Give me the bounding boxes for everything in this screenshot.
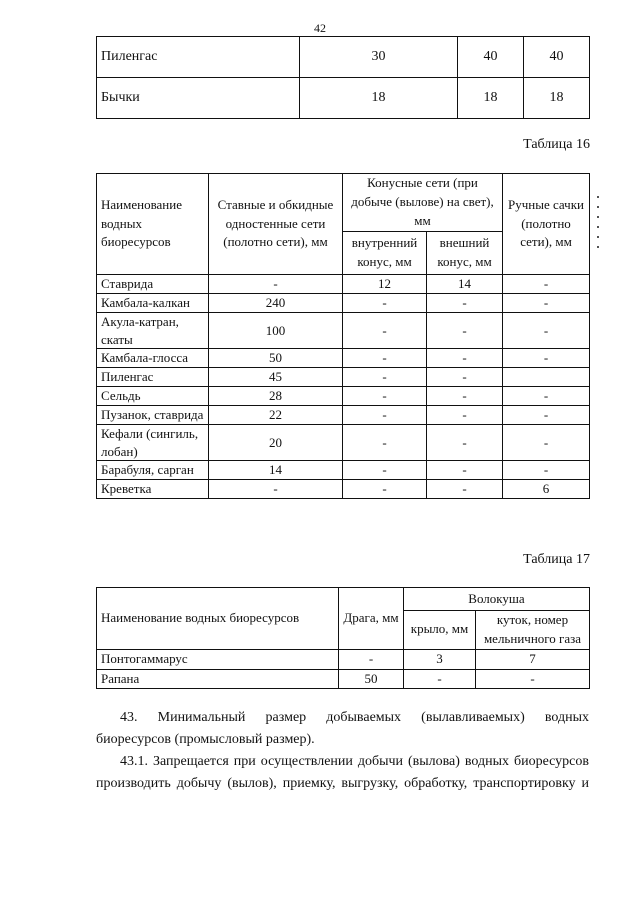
cell-value: -: [503, 425, 590, 461]
cell-value: -: [503, 313, 590, 349]
cell-value: 28: [209, 387, 343, 406]
row-name: Барабуля, сарган: [97, 461, 209, 480]
cell-value: -: [209, 480, 343, 499]
cell-value: -: [503, 406, 590, 425]
cell-value: -: [343, 425, 427, 461]
cell-value: -: [503, 387, 590, 406]
table-row: [97, 669, 590, 689]
table-row: [97, 406, 590, 425]
paragraph-431-line1: 43.1. Запрещается при осуществлении добычи (вылова) водных биоресурсов: [120, 754, 589, 769]
cell-value: 20: [209, 425, 343, 461]
table17-caption: Таблица 17: [523, 552, 590, 567]
table16-caption: Таблица 16: [523, 137, 590, 152]
paragraph-43-line2: биоресурсов (промысловый размер).: [96, 732, 315, 747]
cell-value: 14: [427, 275, 503, 294]
cell-value: 12: [343, 275, 427, 294]
cell-value: 240: [209, 294, 343, 313]
row-name: Пиленгас: [97, 368, 209, 387]
cell-value: -: [427, 368, 503, 387]
cell-value: -: [343, 461, 427, 480]
cell-value: [503, 368, 590, 387]
table-row: [97, 649, 590, 669]
header-kutok: куток, номер мельничного газа: [476, 611, 590, 650]
cell-value: -: [427, 406, 503, 425]
cell-value: 18: [300, 78, 458, 119]
table-row: [97, 78, 590, 119]
cell-value: 18: [524, 78, 590, 119]
cell-value: 50: [209, 349, 343, 368]
cell-value: -: [343, 313, 427, 349]
cell-value: -: [503, 294, 590, 313]
cell-value: -: [209, 275, 343, 294]
table-row: [97, 387, 590, 406]
row-name: Сельдь: [97, 387, 209, 406]
cell-value: -: [343, 294, 427, 313]
header-outer-cone: внешний конус, мм: [427, 231, 503, 274]
table-row: [97, 368, 590, 387]
cell-value: -: [427, 387, 503, 406]
paragraph-431-line2: производить добычу (вылов), приемку, выгрузку, обработку, транспортировку и: [96, 776, 589, 791]
cell-value: -: [339, 649, 404, 669]
row-name: Пиленгас: [97, 37, 300, 78]
row-name: Креветка: [97, 480, 209, 499]
cell-value: 14: [209, 461, 343, 480]
table-row: [97, 294, 590, 313]
header-draga: Драга, мм: [339, 588, 404, 650]
cell-value: 50: [339, 669, 404, 689]
cell-value: 100: [209, 313, 343, 349]
cell-value: -: [503, 461, 590, 480]
row-name: Камбала-калкан: [97, 294, 209, 313]
header-inner-cone: внутренний конус, мм: [343, 231, 427, 274]
header-fixed-nets: Ставные и обкидные одностенные сети (полотно сети), мм: [209, 174, 343, 275]
row-name: Кефали (сингиль, лобан): [97, 425, 209, 461]
continued-table: [96, 36, 590, 119]
table-row: [97, 275, 590, 294]
header-cone-nets: Конусные сети (при добыче (вылове) на свет), мм: [343, 174, 503, 232]
table16: [96, 173, 590, 499]
header-name: Наименование водных биоресурсов: [97, 174, 209, 275]
table-row: [97, 37, 590, 78]
cell-value: 18: [458, 78, 524, 119]
page-number: 42: [314, 21, 326, 35]
row-name: Пузанок, ставрида: [97, 406, 209, 425]
cell-value: -: [427, 480, 503, 499]
row-name: Понтогаммарус: [97, 649, 339, 669]
cell-value: 7: [476, 649, 590, 669]
cell-value: 22: [209, 406, 343, 425]
cell-value: -: [427, 349, 503, 368]
cell-value: -: [343, 349, 427, 368]
cell-value: -: [503, 275, 590, 294]
cell-value: 3: [404, 649, 476, 669]
row-name: Рапана: [97, 669, 339, 689]
cell-value: -: [427, 425, 503, 461]
paragraph-43-line1: 43. Минимальный размер добываемых (вылавливаемых) водных: [120, 710, 589, 725]
cell-value: -: [427, 461, 503, 480]
table-row: [97, 425, 590, 461]
cell-value: 6: [503, 480, 590, 499]
row-name: Камбала-глосса: [97, 349, 209, 368]
cell-value: 40: [458, 37, 524, 78]
cell-value: -: [427, 313, 503, 349]
cell-value: -: [476, 669, 590, 689]
table-row: [97, 480, 590, 499]
header-hand-nets: Ручные сачки (полотно сети), мм: [503, 174, 590, 275]
header-krylo: крыло, мм: [404, 611, 476, 650]
table-row: [97, 461, 590, 480]
table17: [96, 587, 590, 689]
cell-value: -: [503, 349, 590, 368]
header-name: Наименование водных биоресурсов: [97, 588, 339, 650]
table-row: [97, 349, 590, 368]
cell-value: -: [343, 387, 427, 406]
cell-value: -: [343, 406, 427, 425]
edge-marks: [597, 196, 601, 256]
row-name: Акула-катран, скаты: [97, 313, 209, 349]
header-volokusha: Волокуша: [404, 588, 590, 611]
cell-value: -: [343, 480, 427, 499]
cell-value: 30: [300, 37, 458, 78]
cell-value: -: [343, 368, 427, 387]
cell-value: -: [404, 669, 476, 689]
cell-value: 45: [209, 368, 343, 387]
row-name: Бычки: [97, 78, 300, 119]
table-row: [97, 313, 590, 349]
cell-value: 40: [524, 37, 590, 78]
row-name: Ставрида: [97, 275, 209, 294]
cell-value: -: [427, 294, 503, 313]
